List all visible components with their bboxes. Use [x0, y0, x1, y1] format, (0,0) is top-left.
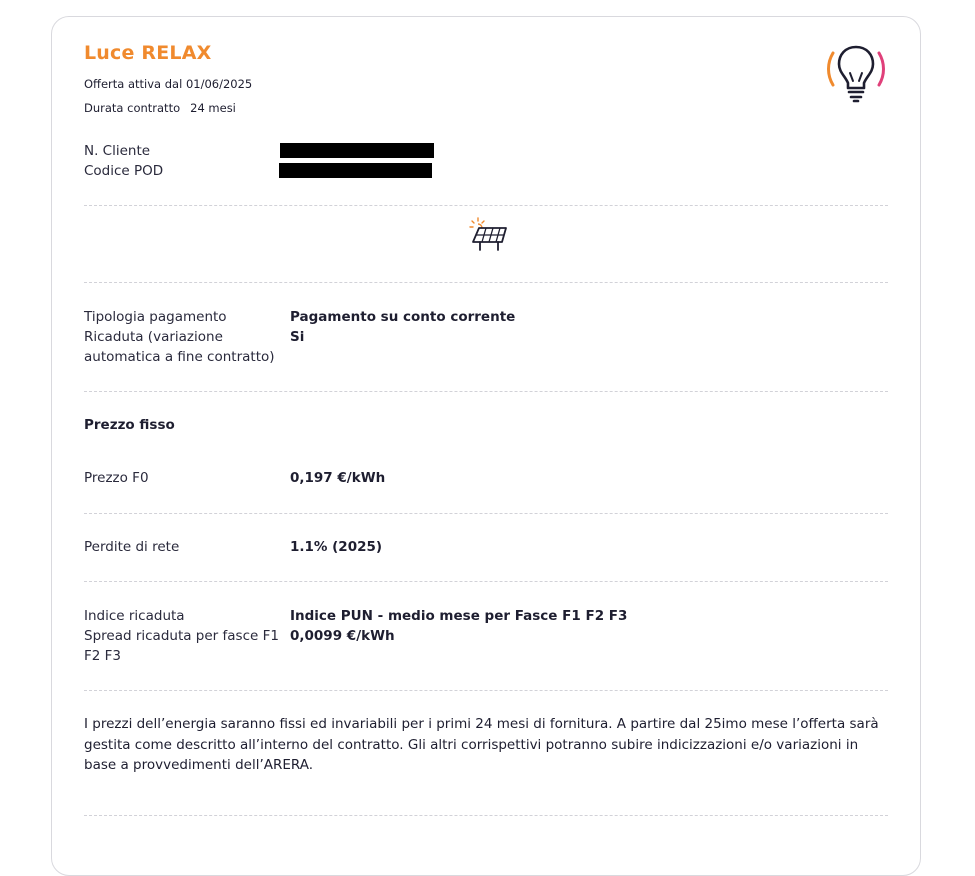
- redacted-client-number: [280, 143, 434, 158]
- offer-active-from: Offerta attiva dal 01/06/2025: [84, 77, 253, 91]
- renewal-spread-label-line1: Spread ricaduta per fasce F1: [84, 628, 279, 644]
- bulb-glass: [839, 47, 873, 88]
- client-number-label: N. Cliente: [84, 143, 151, 159]
- pod-code-label: Codice POD: [84, 163, 164, 179]
- panel-legs: [480, 242, 498, 250]
- offer-card-content: [84, 17, 888, 875]
- signal-right-arc: [879, 53, 884, 85]
- signal-left-arc: [829, 53, 834, 85]
- divider: [84, 391, 888, 392]
- divider: [84, 815, 888, 816]
- contract-duration-value: 24 mesi: [190, 101, 236, 115]
- renewal-label-line2: automatica a fine contratto): [84, 349, 275, 365]
- divider: [84, 513, 888, 514]
- price-f0-label: Prezzo F0: [84, 470, 149, 486]
- bulb-base: [849, 92, 863, 101]
- payment-type-label: Tipologia pagamento: [84, 309, 227, 325]
- renewal-spread-label: [84, 626, 284, 666]
- renewal-label-line1: Ricaduta (variazione: [84, 329, 223, 345]
- renewal-spread-value: 0,0099 €/kWh: [290, 628, 395, 644]
- payment-type-value: Pagamento su conto corrente: [290, 309, 516, 325]
- panel-grid: [476, 228, 504, 242]
- offer-title: Luce RELAX: [84, 42, 212, 64]
- network-losses-value: 1.1% (2025): [290, 539, 383, 555]
- redacted-pod-code: [279, 163, 432, 178]
- renewal-label: [84, 327, 284, 367]
- pricing-note: I prezzi dell’energia saranno fissi ed invariabili per i primi 24 mesi di fornitura. A partire dal 25imo mese l’offerta sarà gestita come descritto all’interno del contratto. Gli altri corrispettivi potranno subire indicizzazioni e/o variazioni in base a provvedimenti dell’ARERA.: [84, 716, 879, 773]
- divider: [84, 690, 888, 691]
- lightbulb-icon: [824, 43, 888, 105]
- price-f0-value: 0,197 €/kWh: [290, 470, 386, 486]
- fixed-price-heading: Prezzo fisso: [84, 417, 175, 433]
- renewal-spread-label-line2: F2 F3: [84, 648, 121, 664]
- renewal-value: Si: [290, 329, 305, 345]
- contract-duration: [84, 101, 236, 115]
- renewal-index-value: Indice PUN - medio mese per Fasce F1 F2 F3: [290, 608, 628, 624]
- renewal-index-label: Indice ricaduta: [84, 608, 185, 624]
- network-losses-label: Perdite di rete: [84, 539, 180, 555]
- offer-card: [51, 16, 921, 876]
- divider: [84, 282, 888, 283]
- bulb-filament: [850, 73, 862, 81]
- contract-duration-label: Durata contratto: [84, 101, 181, 115]
- solar-panel-icon: [468, 216, 510, 252]
- divider: [84, 205, 888, 206]
- divider: [84, 581, 888, 582]
